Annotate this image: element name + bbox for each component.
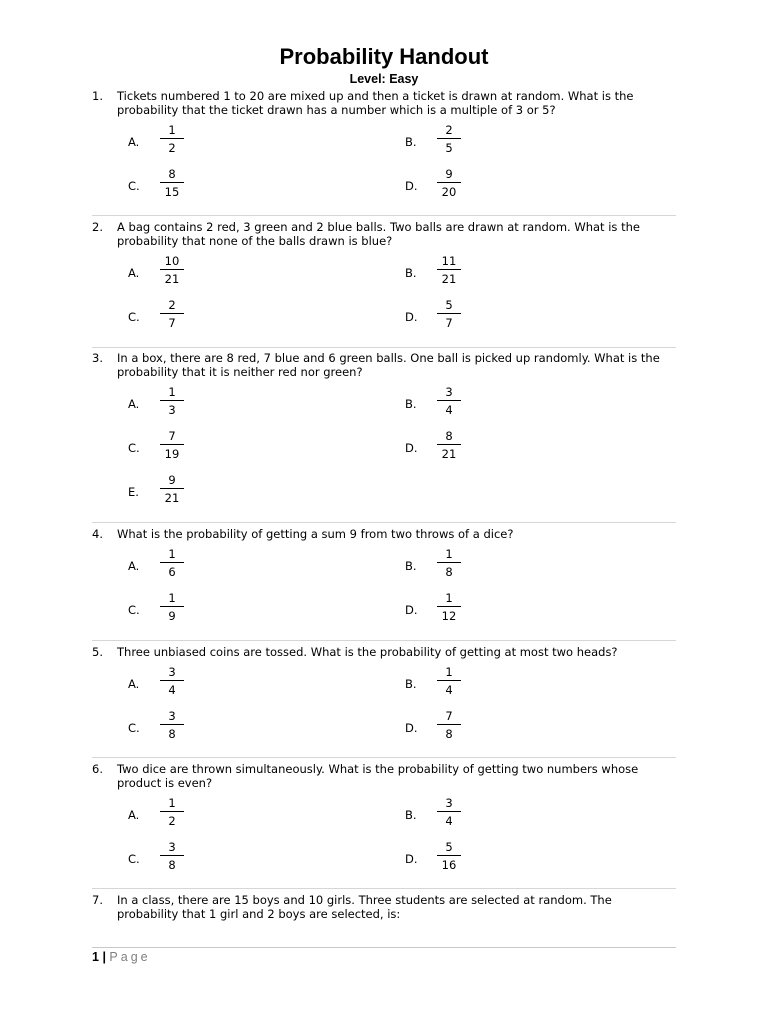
page-word: Page xyxy=(109,950,151,964)
fraction-denominator: 8 xyxy=(168,858,176,872)
question-text: Tickets numbered 1 to 20 are mixed up and then a ticket is drawn at random. What is the probability that the ticket drawn has a number which is a multiple of 3 or 5? xyxy=(117,89,634,117)
option-label: D. xyxy=(405,441,418,455)
option-a xyxy=(128,123,248,169)
fraction-denominator: 6 xyxy=(168,565,176,579)
fraction-bar xyxy=(160,313,184,314)
fraction-denominator: 8 xyxy=(445,727,453,741)
option-label: C. xyxy=(128,441,140,455)
option-c xyxy=(128,840,248,886)
option-d xyxy=(405,167,525,213)
fraction-denominator: 4 xyxy=(445,403,453,417)
fraction-numerator: 1 xyxy=(445,591,453,605)
fraction xyxy=(437,123,461,155)
fraction-numerator: 8 xyxy=(445,429,453,443)
fraction-denominator: 4 xyxy=(168,683,176,697)
option-a xyxy=(128,796,248,842)
fraction-numerator: 10 xyxy=(164,254,180,268)
fraction-numerator: 1 xyxy=(445,665,453,679)
option-label: E. xyxy=(128,485,139,499)
page-title: Probability Handout xyxy=(279,44,489,69)
fraction-denominator: 8 xyxy=(445,565,453,579)
option-label: C. xyxy=(128,603,140,617)
question-number: 3. xyxy=(92,351,103,365)
fraction xyxy=(160,547,184,579)
fraction-denominator: 2 xyxy=(168,141,176,155)
option-d xyxy=(405,709,525,755)
option-label: B. xyxy=(405,677,417,691)
fraction-denominator: 7 xyxy=(168,316,176,330)
question-divider xyxy=(92,640,676,641)
option-label: B. xyxy=(405,266,417,280)
option-a xyxy=(128,254,248,300)
fraction xyxy=(160,429,184,461)
fraction-bar xyxy=(160,488,184,489)
page-footer xyxy=(92,950,151,964)
question-5 xyxy=(92,645,692,749)
fraction-numerator: 5 xyxy=(445,298,453,312)
option-label: D. xyxy=(405,310,418,324)
fraction-numerator: 1 xyxy=(168,547,176,561)
option-c xyxy=(128,167,248,213)
fraction xyxy=(160,709,184,741)
fraction-denominator: 20 xyxy=(441,185,457,199)
fraction xyxy=(437,796,461,828)
fraction-bar xyxy=(160,811,184,812)
fraction-numerator: 1 xyxy=(168,796,176,810)
fraction xyxy=(160,840,184,872)
fraction-bar xyxy=(437,724,461,725)
option-a xyxy=(128,547,248,593)
fraction-numerator: 1 xyxy=(445,547,453,561)
fraction-numerator: 1 xyxy=(168,591,176,605)
footer-divider xyxy=(92,947,676,948)
option-label: D. xyxy=(405,179,418,193)
fraction-numerator: 1 xyxy=(168,123,176,137)
fraction-numerator: 2 xyxy=(445,123,453,137)
fraction-denominator: 5 xyxy=(445,141,453,155)
fraction-numerator: 7 xyxy=(168,429,176,443)
fraction xyxy=(437,709,461,741)
question-number: 2. xyxy=(92,220,103,234)
option-label: D. xyxy=(405,852,418,866)
option-b xyxy=(405,123,525,169)
option-label: D. xyxy=(405,721,418,735)
option-c xyxy=(128,429,248,475)
fraction-bar xyxy=(160,562,184,563)
fraction-denominator: 21 xyxy=(441,447,457,461)
question-4 xyxy=(92,527,692,631)
question-divider xyxy=(92,215,676,216)
option-b xyxy=(405,665,525,711)
fraction-numerator: 8 xyxy=(168,167,176,181)
fraction-bar xyxy=(160,269,184,270)
fraction-bar xyxy=(437,444,461,445)
fraction xyxy=(437,547,461,579)
question-number: 4. xyxy=(92,527,103,541)
option-label: B. xyxy=(405,397,417,411)
fraction-bar xyxy=(160,138,184,139)
option-label: D. xyxy=(405,603,418,617)
fraction-numerator: 3 xyxy=(168,840,176,854)
option-b xyxy=(405,385,525,431)
option-c xyxy=(128,709,248,755)
level-subtitle: Level: Easy xyxy=(349,72,419,86)
question-number: 7. xyxy=(92,893,103,907)
footer-separator: | xyxy=(102,950,106,964)
option-label: C. xyxy=(128,721,140,735)
question-1 xyxy=(92,89,692,205)
fraction-numerator: 3 xyxy=(445,385,453,399)
fraction xyxy=(160,385,184,417)
fraction-numerator: 9 xyxy=(168,473,176,487)
question-text: A bag contains 2 red, 3 green and 2 blue balls. Two balls are drawn at random. What is the probability that none of the balls drawn is blue? xyxy=(117,220,640,248)
fraction xyxy=(437,298,461,330)
question-text: Two dice are thrown simultaneously. What is the probability of getting two numbers whose product is even? xyxy=(117,762,639,790)
fraction xyxy=(160,665,184,697)
fraction-bar xyxy=(160,680,184,681)
fraction xyxy=(437,665,461,697)
fraction-bar xyxy=(160,400,184,401)
option-label: A. xyxy=(128,808,140,822)
fraction-denominator: 2 xyxy=(168,814,176,828)
option-b xyxy=(405,547,525,593)
fraction-bar xyxy=(160,724,184,725)
fraction xyxy=(437,167,461,199)
page-number: 1 xyxy=(92,950,99,964)
fraction-denominator: 15 xyxy=(164,185,180,199)
fraction-numerator: 9 xyxy=(445,167,453,181)
fraction-denominator: 3 xyxy=(168,403,176,417)
question-6 xyxy=(92,762,692,878)
question-7 xyxy=(92,893,692,925)
question-text: In a box, there are 8 red, 7 blue and 6 green balls. One ball is picked up randomly. What is the probability that it is neither red nor green? xyxy=(117,351,660,379)
fraction xyxy=(160,167,184,199)
fraction-denominator: 21 xyxy=(164,272,180,286)
fraction-numerator: 3 xyxy=(168,665,176,679)
fraction-denominator: 7 xyxy=(445,316,453,330)
fraction-numerator: 5 xyxy=(445,840,453,854)
fraction-bar xyxy=(160,606,184,607)
question-text: In a class, there are 15 boys and 10 girls. Three students are selected at random. The probability that 1 girl and 2 boys are selected, is: xyxy=(117,893,612,921)
option-e xyxy=(128,473,248,519)
option-label: B. xyxy=(405,808,417,822)
fraction-bar xyxy=(437,182,461,183)
option-a xyxy=(128,385,248,431)
option-c xyxy=(128,298,248,344)
fraction-denominator: 9 xyxy=(168,609,176,623)
option-label: B. xyxy=(405,135,417,149)
fraction xyxy=(437,591,461,623)
fraction-bar xyxy=(437,269,461,270)
fraction-bar xyxy=(437,138,461,139)
option-label: A. xyxy=(128,677,140,691)
option-label: C. xyxy=(128,179,140,193)
fraction xyxy=(160,473,184,505)
fraction-numerator: 11 xyxy=(441,254,457,268)
fraction xyxy=(160,796,184,828)
fraction-bar xyxy=(160,444,184,445)
option-d xyxy=(405,840,525,886)
fraction-bar xyxy=(437,680,461,681)
fraction xyxy=(160,298,184,330)
fraction xyxy=(437,254,461,286)
question-text: Three unbiased coins are tossed. What is the probability of getting at most two heads? xyxy=(117,645,618,659)
fraction-denominator: 21 xyxy=(441,272,457,286)
fraction-bar xyxy=(437,400,461,401)
question-divider xyxy=(92,347,676,348)
fraction-bar xyxy=(160,855,184,856)
fraction-bar xyxy=(160,182,184,183)
fraction-numerator: 2 xyxy=(168,298,176,312)
fraction xyxy=(437,840,461,872)
question-divider xyxy=(92,888,676,889)
fraction-numerator: 7 xyxy=(445,709,453,723)
option-label: A. xyxy=(128,266,140,280)
fraction-denominator: 16 xyxy=(441,858,457,872)
question-divider xyxy=(92,757,676,758)
option-a xyxy=(128,665,248,711)
fraction-denominator: 19 xyxy=(164,447,180,461)
fraction xyxy=(160,254,184,286)
fraction-numerator: 3 xyxy=(445,796,453,810)
question-text: What is the probability of getting a sum 9 from two throws of a dice? xyxy=(117,527,514,541)
question-number: 6. xyxy=(92,762,103,776)
fraction-bar xyxy=(437,855,461,856)
fraction xyxy=(437,429,461,461)
option-label: A. xyxy=(128,559,140,573)
fraction-bar xyxy=(437,811,461,812)
option-label: A. xyxy=(128,135,140,149)
option-label: C. xyxy=(128,852,140,866)
fraction xyxy=(437,385,461,417)
fraction-bar xyxy=(437,606,461,607)
fraction-denominator: 8 xyxy=(168,727,176,741)
option-label: C. xyxy=(128,310,140,324)
fraction-denominator: 4 xyxy=(445,683,453,697)
fraction-bar xyxy=(437,313,461,314)
fraction-denominator: 12 xyxy=(441,609,457,623)
question-3 xyxy=(92,351,692,511)
option-label: A. xyxy=(128,397,140,411)
option-d xyxy=(405,591,525,637)
option-label: B. xyxy=(405,559,417,573)
option-d xyxy=(405,429,525,475)
question-divider xyxy=(92,522,676,523)
option-b xyxy=(405,254,525,300)
fraction-numerator: 1 xyxy=(168,385,176,399)
fraction-bar xyxy=(437,562,461,563)
fraction-denominator: 21 xyxy=(164,491,180,505)
question-number: 5. xyxy=(92,645,103,659)
option-c xyxy=(128,591,248,637)
fraction-denominator: 4 xyxy=(445,814,453,828)
fraction-numerator: 3 xyxy=(168,709,176,723)
question-2 xyxy=(92,220,692,336)
fraction xyxy=(160,123,184,155)
question-number: 1. xyxy=(92,89,103,103)
option-b xyxy=(405,796,525,842)
option-d xyxy=(405,298,525,344)
fraction xyxy=(160,591,184,623)
